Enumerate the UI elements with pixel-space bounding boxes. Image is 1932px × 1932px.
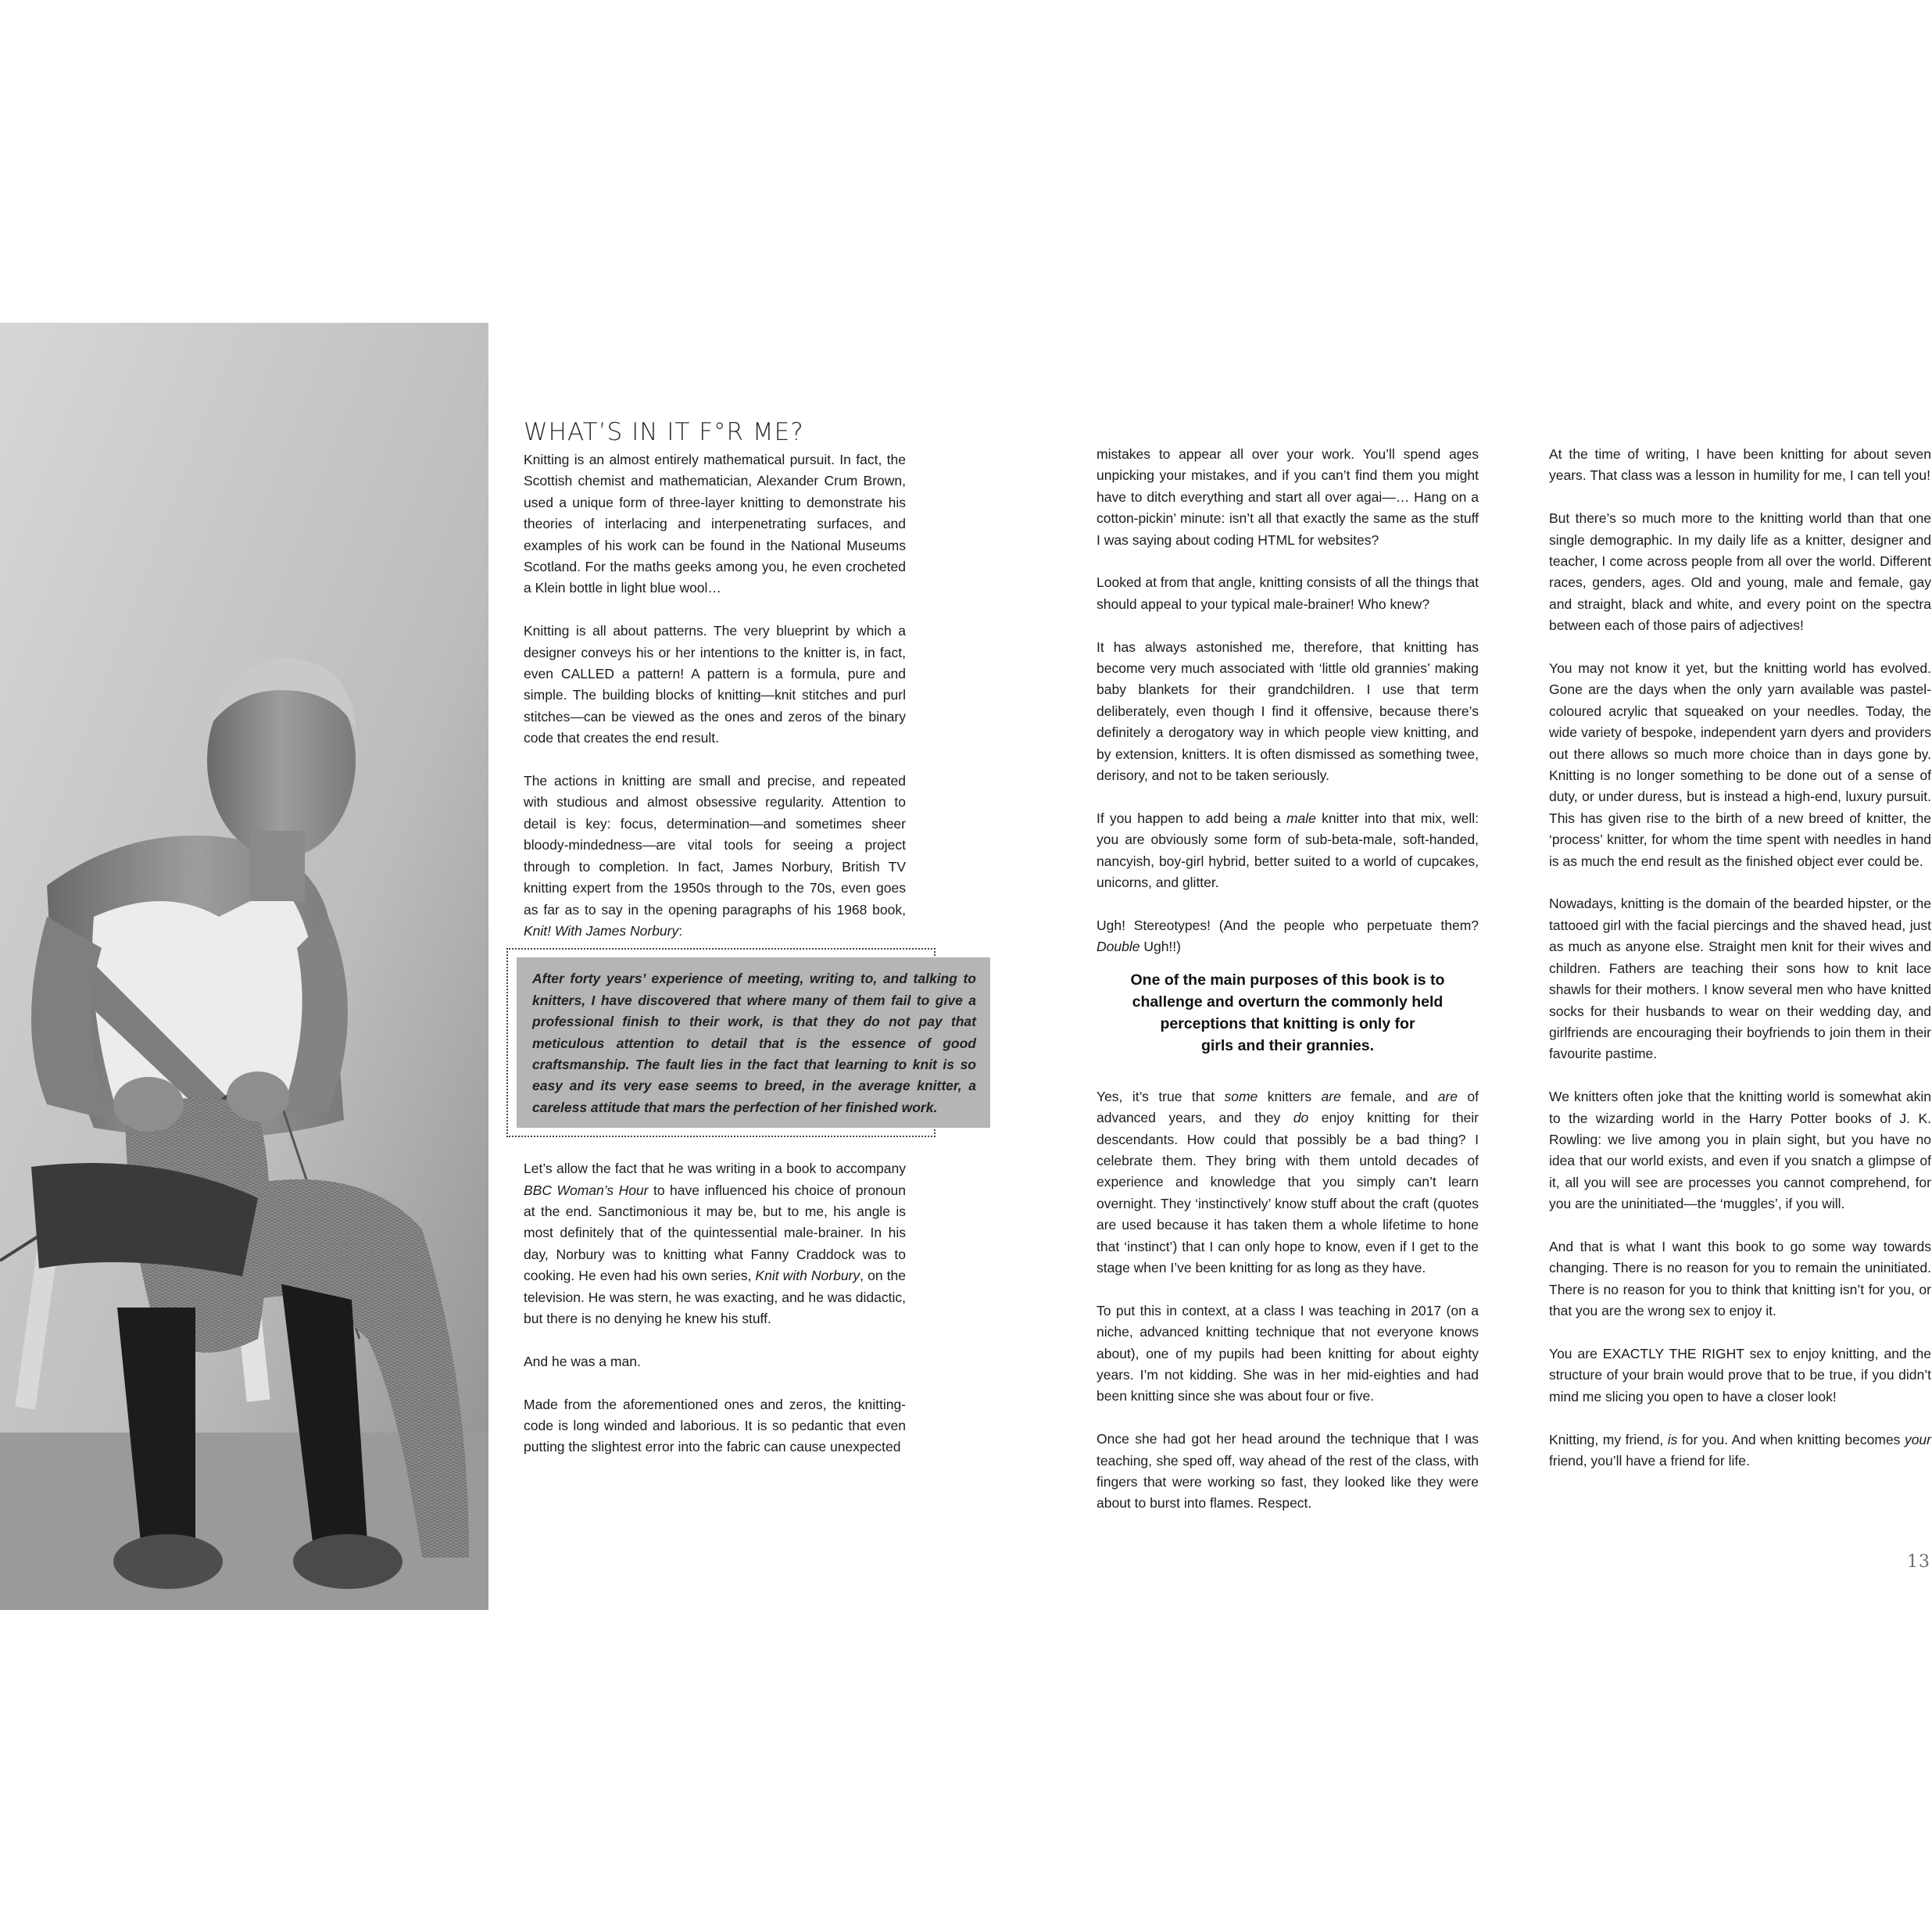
page-number: 13 bbox=[1907, 1552, 1930, 1572]
vintage-photo-man-knitting bbox=[0, 323, 488, 1610]
paragraph: At the time of writing, I have been knitting for about seven years. That class was a lesson in humility for me, I can tell you! bbox=[1549, 446, 1931, 484]
paragraph: And that is what I want this book to go some way towards changing. There is no reason for you to remain the uninitiated. There is no reason for you to think that knitting isn’t for you, or that you are the wrong sex to enjoy it. bbox=[1549, 1238, 1931, 1319]
paragraph: Ugh! Stereotypes! (And the people who perpetuate them? Double Ugh!!) bbox=[1097, 917, 1479, 955]
paragraph: Knitting is all about patterns. The very blueprint by which a designer conveys his or her intentions to the knitter is, in fact, even CALLED a pattern! A pattern is a formula, pure and simple. The building blocks of knitting—knit stitches and purl stitches—can be viewed as the ones and zeros of the binary code that creates the end result. bbox=[524, 623, 906, 746]
paragraph: It has always astonished me, therefore, that knitting has become very much associated with ‘little old grannies’ making baby blankets for their grandchildren. I use that term deliberately, even though I find it offensive, because there’s definitely a derogatory way in which people view knitting, and by extension, knitters. It is often dismissed as something twee, derisory, and not to be taken seriously. bbox=[1097, 639, 1479, 784]
paragraph: The actions in knitting are small and precise, and repeated with studious and almost obsessive regularity. Attention to detail is key: focus, determination—and sometimes sheer bloody-mindedness—are vital tools for seeing a project through to completion. In fact, James Norbury, British TV knitting expert from the 1950s through to the 70s, even goes as far as to say in the opening paragraphs of his 1968 book, Knit! With James Norbury: bbox=[524, 773, 906, 939]
paragraph: mistakes to appear all over your work. You’ll spend ages unpicking your mistakes, and if you can’t find them you might have to ditch everything and start all over agai—… Hang on a cotton-pickin’ minute: isn’t all that exactly the same as the stuff I was saying about coding HTML for websites? bbox=[1097, 446, 1479, 548]
show-title: BBC Woman’s Hour bbox=[524, 1182, 649, 1198]
paragraph: Nowadays, knitting is the domain of the bearded hipster, or the tattooed girl with the facial piercings and the shaved head, just as much as anyone else. Straight men knit for their wives and children. Fathers are teaching their sons how to knit lace shawls for their mothers. I know several men who have knitted socks for their husbands to wear on their wedding day, and girlfriends are encouraging their boyfriends to join them in their favourite pastime. bbox=[1549, 896, 1931, 1062]
book-title: Knit! With James Norbury bbox=[524, 922, 679, 939]
paragraph: Once she had got her head around the technique that I was teaching, she sped off, way ahead of the rest of the class, with fingers that were working so fast, they looked like they were about to burst into flames. Respect. bbox=[1097, 1431, 1479, 1512]
paragraph: But there’s so much more to the knitting world than that one single demographic. In my daily life as a knitter, designer and teacher, I come across people from all over the world. Different races, genders, ages. Old and young, male and female, gay and straight, black and white, and every point on the spectra between each of those pairs of adjectives! bbox=[1549, 510, 1931, 634]
paragraph: Looked at from that angle, knitting consists of all the things that should appeal to your typical male-brainer! Who knew? bbox=[1097, 574, 1479, 612]
paragraph: You are EXACTLY THE RIGHT sex to enjoy knitting, and the structure of your brain would prove that to be true, if you didn’t mind me slicing you open to have a closer look! bbox=[1549, 1345, 1931, 1404]
book-spread bbox=[0, 323, 1932, 1610]
paragraph: Made from the aforementioned ones and zeros, the knitting-code is long winded and laborious. It is so pedantic that even putting the slightest error into the fabric can cause unexpected bbox=[524, 1396, 906, 1455]
paragraph: If you happen to add being a male knitter into that mix, well: you are obviously some form of sub-beta-male, soft-handed, nancyish, boy-girl hybrid, better suited to a world of cupcakes, unicorns, and glitter. bbox=[1097, 810, 1479, 891]
paragraph: You may not know it yet, but the knitting world has evolved. Gone are the days when the only yarn available was pastel-coloured acrylic that squeaked on your needles. Today, the wide variety of bespoke, independent yarn dyers and providers out there allows so much more choice than in days gone by. Knitting is no longer something to be done out of a sense of duty, or under duress, but is instead a high-end, luxury pursuit. This has given rise to the birth of a new breed of knitter, the ‘process’ knitter, for whom the time spent with needles in hand is as much the end result as the finished object ever could be. bbox=[1549, 660, 1931, 869]
quote-frame bbox=[506, 948, 976, 1137]
text-column-1 bbox=[524, 417, 976, 1479]
photo-illustration bbox=[0, 323, 488, 1610]
paragraph: Knitting is an almost entirely mathematical pursuit. In fact, the Scottish chemist and mathematician, Alexander Crum Brown, used a unique form of three-layer knitting to demonstrate his theories of interlacing and interpenetrating surfaces, and examples of his work can be found in the National Museums Scotland. For the maths geeks among you, he even crocheted a Klein bottle in light blue wool… bbox=[524, 452, 906, 596]
page-heading: WHAT’S IN IT F°R ME? bbox=[524, 418, 804, 446]
paragraph: And he was a man. bbox=[524, 1353, 641, 1369]
paragraph: We knitters often joke that the knitting world is somewhat akin to the wizarding world in the Harry Potter books of J. K. Rowling: we live among you in plain sight, but you have no idea that our world exists, and even if you snatch a glimpse of it, all you will see are processes you cannot comprehend, for you are the uninitiated—the ‘muggles’, if you will. bbox=[1549, 1089, 1931, 1212]
text-column-3 bbox=[1549, 444, 1931, 1494]
block-quote: After forty years’ experience of meeting, writing to, and talking to knitters, I have discovered that where many of them fail to give a professional finish to their work, is that they do not pay that meticulous attention to detail that is the essence of good craftsmanship. The fault lies in the fact that learning to knit is so easy and its very ease seems to breed, in the average knitter, a careless attitude that mars the perfection of her finished work. bbox=[517, 957, 990, 1128]
paragraph: To put this in context, at a class I was teaching in 2017 (on a niche, advanced knitting technique that not everyone knows about), one of my pupils had been knitting for about eighty years. I’m not kidding. She was in her mid-eighties and had been knitting since she was about four or five. bbox=[1097, 1302, 1479, 1404]
paragraph: Yes, it’s true that some knitters are female, and are of advanced years, and they do enjoy knitting for their descendants. How could that possibly be a bad thing? I celebrate them. They bring with them untold decades of experience and knowledge that you simply can’t learn overnight. They ‘instinctively’ know stuff about the craft (quotes are used because it has taken them a whole lifetime to hone that ‘instinct’) that I can only hope to know, even if I get to the stage when I’ve been knitting for as long as they have. bbox=[1097, 1088, 1479, 1275]
pull-quote: One of the main purposes of this book is to challenge and overturn the commonly held perceptions that knitting is only for girls and their grannies. bbox=[1130, 971, 1445, 1054]
text-column-2 bbox=[1097, 444, 1479, 1536]
paragraph: Let’s allow the fact that he was writing in a book to accompany BBC Woman’s Hour to have influenced his choice of pronoun at the end. Sanctimonious it may be, but to me, his angle is most definitely that of the quintessential male-brainer. In his day, Norbury was to knitting what Fanny Craddock was to cooking. He even had his own series, Knit with Norbury, on the television. He was stern, he was exacting, and he was didactic, but there is no denying he knew his stuff. bbox=[524, 1161, 906, 1326]
paragraph: Knitting, my friend, is for you. And when knitting becomes your friend, you’ll have a friend for life. bbox=[1549, 1431, 1931, 1469]
series-title: Knit with Norbury bbox=[755, 1268, 860, 1284]
